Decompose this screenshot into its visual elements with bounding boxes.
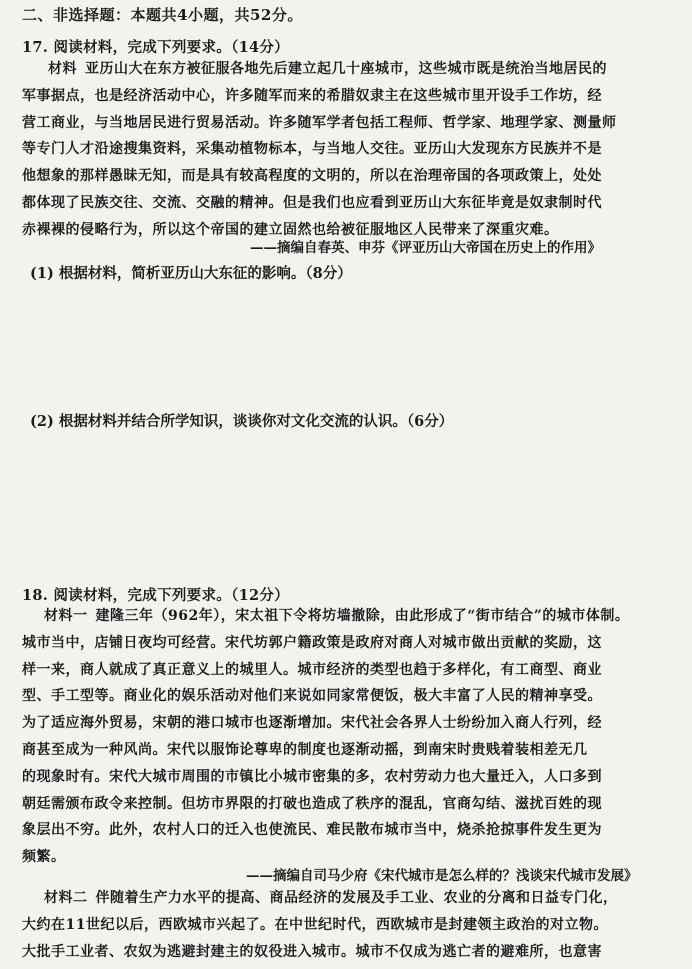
question-17-header: 17. 阅读材料，完成下列要求。（14分） bbox=[22, 39, 290, 56]
question-18-material-1 bbox=[22, 603, 629, 871]
material-line: 象层出不穷。此外，农村人口的迁入也使流民、难民散布城市当中，烧杀抢掠事件发生更为 bbox=[22, 822, 602, 839]
material-line: 频繁。 bbox=[22, 849, 66, 866]
question-18-source-1: ——摘编自司马少府《宋代城市是怎么样的？浅谈宋代城市发展》 bbox=[246, 868, 638, 884]
question-17-sub1: (1) 根据材料，简析亚历山大东征的影响。（8分） bbox=[30, 265, 352, 282]
answer-space-17-2[interactable] bbox=[18, 440, 674, 580]
material-line: 军事据点，也是经济活动中心，许多随军而来的希腊奴隶主在这些城市里开设手工作坊，经 bbox=[22, 87, 602, 104]
material-line: 营工商业，与当地居民进行贸易活动。许多随军学者包括工程师、哲学家、地理学家、测量师 bbox=[22, 114, 617, 131]
material-label: 材料 bbox=[48, 61, 77, 77]
material-line: 赤裸裸的侵略行为，所以这个帝国的建立固然也给被征服地区人民带来了深重灾难。 bbox=[22, 221, 559, 238]
material-line: 大批手工业者、农奴为逃避封建主的奴役进入城市。城市不仅成为逃亡者的避难所，也意害 bbox=[22, 943, 602, 960]
material-line: 为了适应海外贸易，宋朝的港口城市也逐渐增加。宋代社会各界人士纷纷加入商人行列，经 bbox=[22, 715, 602, 732]
material-line: 等专门人才沿途搜集资料，采集动植物标本，与当地人交往。亚历山大发现东方民族并不是 bbox=[22, 141, 602, 158]
section-title: 二、非选择题：本题共4小题，共52分。 bbox=[22, 6, 303, 24]
question-18-header: 18. 阅读材料，完成下列要求。（12分） bbox=[22, 587, 290, 604]
question-17-material bbox=[22, 56, 617, 244]
material-line: 大约在11世纪以后，西欧城市兴起了。在中世纪时代，西欧城市是封建领主政治的对立物。 bbox=[22, 916, 608, 933]
material-line: 他想象的那样愚昧无知，而是具有较高程度的文明的，所以在治理帝国的各项政策上，处处 bbox=[22, 168, 602, 185]
question-18-material-2 bbox=[22, 885, 618, 965]
question-17-sub2: (2) 根据材料并结合所学知识，谈谈你对文化交流的认识。（6分） bbox=[30, 413, 454, 430]
material-line: 商甚至成为一种风尚。宋代以服饰论尊卑的制度也逐渐动摇，到南宋时贵贱着装相差无几 bbox=[22, 741, 588, 758]
material-2-label: 材料二 bbox=[44, 890, 88, 906]
question-17-source: ——摘编自春英、申芬《评亚历山大帝国在历史上的作用》 bbox=[250, 240, 601, 256]
material-line: 型、手工型等。商业化的娱乐活动对他们来说如同家常便饭，极大丰富了人民的精神享受。 bbox=[22, 688, 602, 705]
material-line: 样一来，商人就成了真正意义上的城里人。城市经济的类型也趋于多样化，有工商型、商业 bbox=[22, 661, 602, 678]
material-line: 亚历山大在东方被征服各地先后建立起几十座城市，这些城市既是统治当地居民的 bbox=[85, 61, 607, 77]
material-line: 城市当中，店铺日夜均可经营。宋代坊郭户籍政策是政府对商人对城市做出贡献的奖励，这 bbox=[22, 634, 602, 651]
material-line: 的现象时有。宋代大城市周围的市镇比小城市密集的多，农村劳动力也大量迁入，人口多到 bbox=[22, 768, 602, 785]
material-1-label: 材料一 bbox=[44, 608, 88, 624]
material-line: 伴随着生产力水平的提高、商品经济的发展及手工业、农业的分离和日益专门化， bbox=[95, 890, 618, 906]
material-line: 建隆三年（962年），宋太祖下令将坊墙撤除，由此形成了“街市结合”的城市体制。 bbox=[95, 608, 630, 624]
material-line: 都体现了民族交往、交流、交融的精神。但是我们也应看到亚历山大东征毕竟是奴隶制时代 bbox=[22, 194, 602, 211]
answer-space-17-1[interactable] bbox=[18, 290, 674, 400]
material-line: 朝廷需颁布政令来控制。但坊市界限的打破也造成了秩序的混乱，官商勾结、滋扰百姓的现 bbox=[22, 795, 602, 812]
